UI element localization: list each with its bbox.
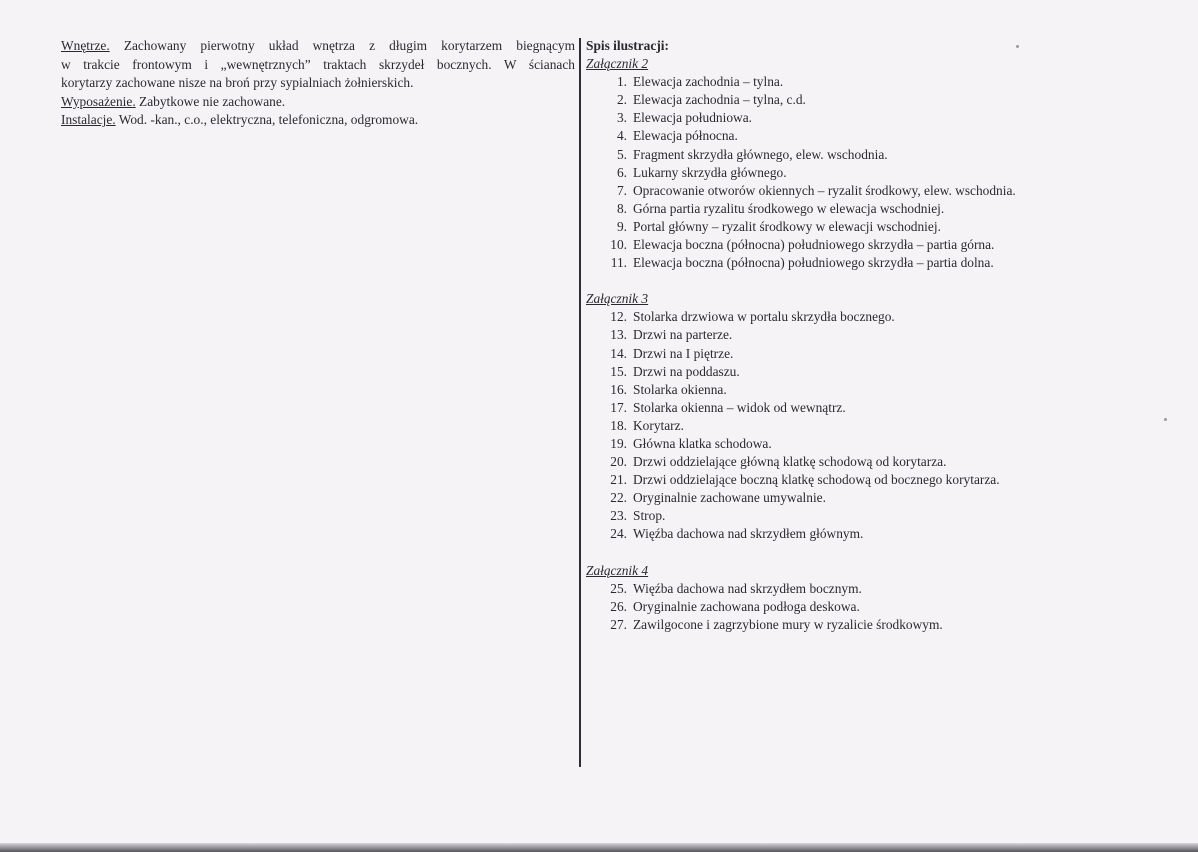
illustrations-list (586, 37, 1146, 634)
item-caption: Główna klatka schodowa. (633, 435, 772, 451)
item-number: 10. (610, 237, 627, 253)
annex-heading: Załącznik 2 (586, 56, 649, 72)
installations-label: Instalacje. (61, 112, 116, 128)
item-number: 11. (610, 255, 627, 271)
illustration-list (586, 308, 1146, 543)
item-caption: Drzwi na I piętrze. (633, 345, 734, 361)
item-caption: Drzwi na poddaszu. (633, 363, 740, 379)
scan-speck (1016, 45, 1019, 48)
item-number: 6. (616, 164, 627, 180)
illustration-item (586, 254, 1146, 272)
item-caption: Drzwi na parterze. (633, 327, 733, 343)
illustration-item (586, 326, 1146, 344)
illustration-list (586, 580, 1146, 634)
column-divider (579, 38, 581, 767)
illustration-item (586, 381, 1146, 399)
building-description (61, 37, 575, 130)
item-number: 13. (610, 327, 627, 343)
illustration-item (586, 489, 1146, 507)
item-caption: Zawilgocone i zagrzybione mury w ryzalicie środkowym. (633, 616, 943, 632)
illustration-item (586, 616, 1146, 634)
illustration-item (586, 525, 1146, 543)
equipment-text: Zabytkowe nie zachowane. (139, 93, 286, 109)
item-number: 14. (610, 345, 627, 361)
interior-paragraph-line-1 (61, 37, 575, 56)
interior-label: Wnętrze. (61, 38, 110, 53)
item-number: 15. (610, 363, 627, 379)
illustration-item (586, 308, 1146, 326)
illustration-item (586, 73, 1146, 91)
item-caption: Strop. (633, 508, 666, 524)
item-caption: Stolarka drzwiowa w portalu skrzydła bocznego. (633, 309, 895, 325)
illustration-item (586, 345, 1146, 363)
section-gap (586, 272, 1146, 290)
item-number: 5. (616, 146, 627, 162)
illustration-list (586, 73, 1146, 272)
illustration-item (586, 236, 1146, 254)
annex-heading: Załącznik 3 (586, 291, 649, 307)
item-caption: Opracowanie otworów okiennych – ryzalit środkowy, elew. wschodnia. (633, 182, 1016, 198)
item-number: 7. (616, 182, 627, 198)
scan-speck (1164, 418, 1167, 421)
annex-sections (586, 55, 1146, 634)
item-caption: Więźba dachowa nad skrzydłem bocznym. (633, 580, 862, 596)
item-number: 16. (610, 381, 627, 397)
item-caption: Oryginalnie zachowana podłoga deskowa. (633, 598, 860, 614)
item-number: 1. (616, 74, 627, 90)
item-number: 12. (610, 309, 627, 325)
item-caption: Drzwi oddzielające boczną klatkę schodową od bocznego korytarza. (633, 472, 1000, 488)
installations-text: Wod. -kan., c.o., elektryczna, telefoniczna, odgromowa. (118, 112, 419, 128)
item-number: 4. (616, 128, 627, 144)
item-caption: Drzwi oddzielające główną klatkę schodową od korytarza. (633, 454, 947, 470)
illustration-item (586, 182, 1146, 200)
item-caption: Stolarka okienna. (633, 381, 727, 397)
item-number: 22. (610, 490, 627, 506)
item-caption: Górna partia ryzalitu środkowego w elewacja wschodniej. (633, 200, 945, 216)
installations-paragraph (61, 111, 575, 130)
illustration-item (586, 435, 1146, 453)
item-number: 18. (610, 417, 627, 433)
item-number: 23. (610, 508, 627, 524)
item-caption: Elewacja północna. (633, 128, 738, 144)
equipment-paragraph (61, 93, 575, 112)
annex-heading: Załącznik 4 (586, 562, 649, 578)
illustration-item (586, 200, 1146, 218)
illustration-item (586, 453, 1146, 471)
equipment-label: Wyposażenie. (61, 93, 136, 109)
item-caption: Elewacja zachodnia – tylna. (633, 74, 784, 90)
illustration-item (586, 146, 1146, 164)
item-caption: Elewacja południowa. (633, 110, 752, 126)
interior-paragraph-line-2: w trakcie frontowym i „wewnętrznych” traktach skrzydeł bocznych. W ścianach (61, 56, 575, 72)
item-number: 17. (610, 399, 627, 415)
illustrations-title: Spis ilustracji: (586, 38, 669, 53)
illustration-item (586, 507, 1146, 525)
illustration-item (586, 127, 1146, 145)
section-gap (586, 544, 1146, 562)
item-number: 27. (610, 616, 627, 632)
item-caption: Więźba dachowa nad skrzydłem głównym. (633, 526, 864, 542)
item-number: 2. (616, 92, 627, 108)
item-number: 8. (616, 200, 627, 216)
item-number: 21. (610, 472, 627, 488)
illustration-item (586, 580, 1146, 598)
illustration-item (586, 91, 1146, 109)
item-number: 19. (610, 435, 627, 451)
item-number: 25. (610, 580, 627, 596)
item-number: 26. (610, 598, 627, 614)
item-number: 20. (610, 454, 627, 470)
item-caption: Elewacja boczna (północna) południowego skrzydła – partia górna. (633, 237, 995, 253)
item-caption: Elewacja zachodnia – tylna, c.d. (633, 92, 806, 108)
item-caption: Lukarny skrzydła głównego. (633, 164, 787, 180)
interior-paragraph-line-3: korytarzy zachowane nisze na broń przy sypialniach żołnierskich. (61, 75, 414, 91)
illustration-item (586, 417, 1146, 435)
illustration-item (586, 363, 1146, 381)
item-caption: Portal główny – ryzalit środkowy w elewacji wschodniej. (633, 218, 941, 234)
interior-text-1: Zachowany pierwotny układ wnętrza z długim korytarzem biegnącym (123, 38, 575, 53)
illustration-item (586, 399, 1146, 417)
item-caption: Elewacja boczna (północna) południowego skrzydła – partia dolna. (633, 255, 994, 271)
illustration-item (586, 218, 1146, 236)
illustration-item (586, 471, 1146, 489)
illustration-item (586, 598, 1146, 616)
scan-bottom-edge (0, 843, 1198, 852)
item-caption: Stolarka okienna – widok od wewnątrz. (633, 399, 846, 415)
item-caption: Fragment skrzydła głównego, elew. wschodnia. (633, 146, 888, 162)
item-caption: Oryginalnie zachowane umywalnie. (633, 490, 826, 506)
item-caption: Korytarz. (633, 417, 684, 433)
illustration-item (586, 109, 1146, 127)
item-number: 9. (616, 218, 627, 234)
item-number: 3. (616, 110, 627, 126)
item-number: 24. (610, 526, 627, 542)
illustration-item (586, 164, 1146, 182)
